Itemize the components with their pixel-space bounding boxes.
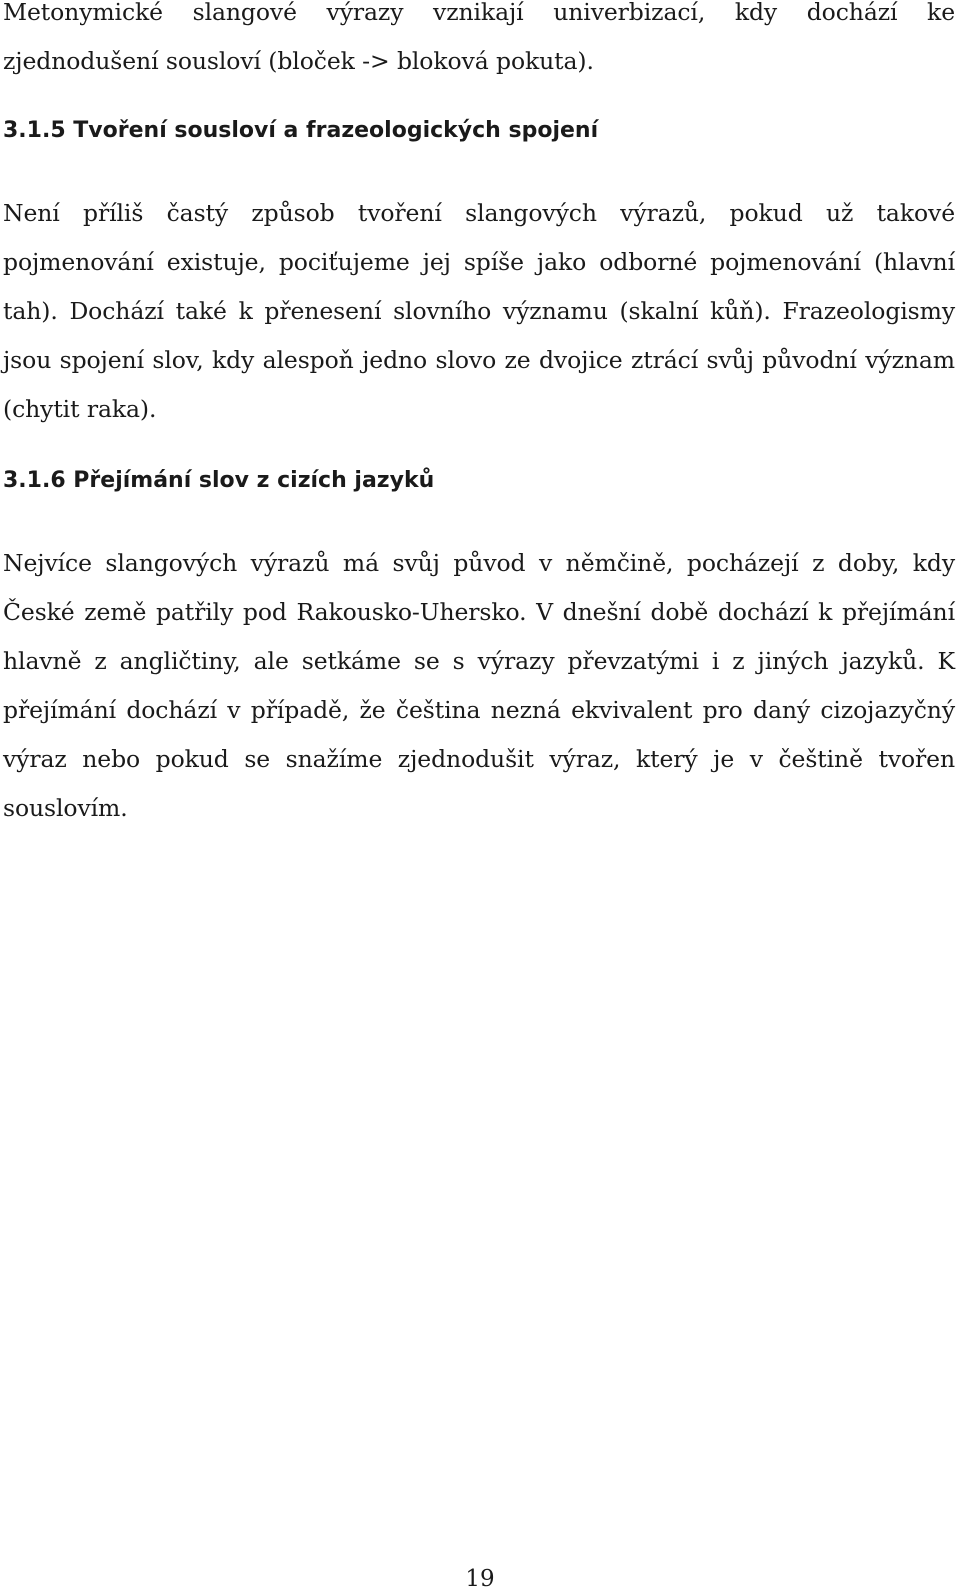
section-heading-3-1-5: 3.1.5 Tvoření sousloví a frazeologických spojení	[3, 118, 599, 143]
page-number: 19	[465, 1566, 495, 1592]
section-heading-3-1-6: 3.1.6 Přejímání slov z cizích jazyků	[3, 468, 435, 493]
section-3-1-5-paragraph: Není příliš častý způsob tvoření slangových výrazů, pokud už takové pojmenování existuje, pociťujeme jej spíše jako odborné pojmenování (hlavní tah). Dochází také k přenesení slovního významu (skalní kůň). Frazeologismy jsou spojení slov, kdy alespoň jedno slovo ze dvojice ztrácí svůj původní význam (chytit raka).	[3, 199, 955, 423]
intro-paragraph: Metonymické slangové výrazy vznikají univerbizací, kdy dochází ke zjednodušení sousloví (bloček -> bloková pokuta).	[3, 0, 955, 75]
section-3-1-6-paragraph: Nejvíce slangových výrazů má svůj původ v němčině, pocházejí z doby, kdy České země patřily pod Rakousko-Uhersko. V dnešní době dochází k přejímání hlavně z angličtiny, ale setkáme se s výrazy převzatými i z jiných jazyků. K přejímání dochází v případě, že čeština nezná ekvivalent pro daný cizojazyčný výraz nebo pokud se snažíme zjednodušit výraz, který je v češtině tvořen souslovím.	[3, 549, 955, 822]
